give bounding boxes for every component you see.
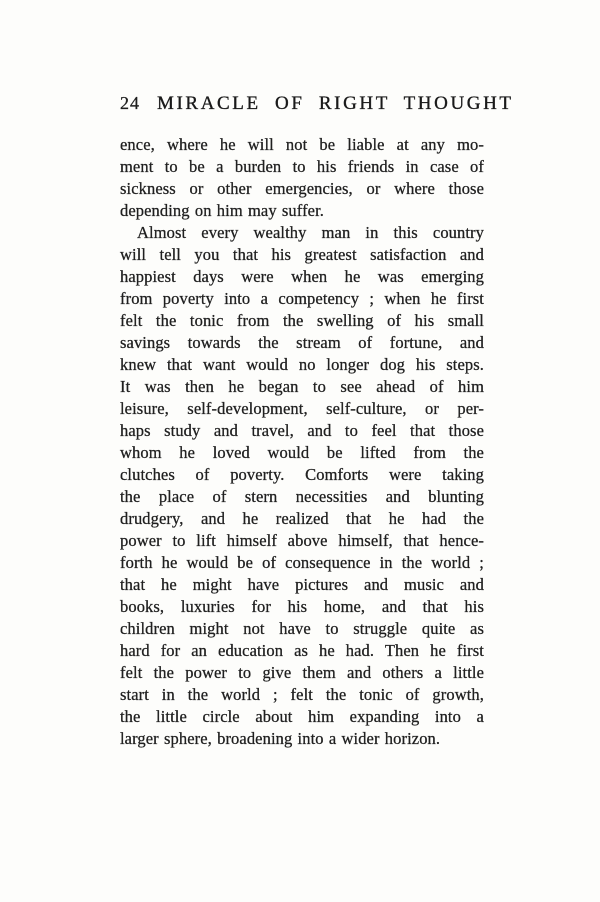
paragraph [120,134,484,222]
page-number: 24 [120,93,140,113]
text-line: forth he would be of consequence in the world ; [120,553,484,572]
text-line: drudgery, and he realized that he had the [120,509,484,528]
text-line: felt the power to give them and others a little [120,663,484,682]
text-line: will tell you that his greatest satisfaction and [120,245,484,264]
text-line: power to lift himself above himself, that hence- [120,531,484,550]
text-line: books, luxuries for his home, and that his [120,597,484,616]
text-line: Almost every wealthy man in this country [137,223,484,242]
body-text-block [120,134,484,750]
text-line: It was then he began to see ahead of him [120,377,484,396]
text-line: start in the world ; felt the tonic of growth, [120,685,484,704]
text-line: from poverty into a competency ; when he first [120,289,484,308]
text-line: haps study and travel, and to feel that those [120,421,484,440]
text-line: ment to be a burden to his friends in case of [120,157,484,176]
running-header [120,93,514,115]
text-line: the little circle about him expanding into a [120,707,484,726]
text-line: larger sphere, broadening into a wider horizon. [120,729,441,748]
paragraph [120,222,484,750]
text-line: depending on him may suffer. [120,201,325,220]
running-title: MIRACLE OF RIGHT THOUGHT [157,93,514,114]
text-line: that he might have pictures and music and [120,575,484,594]
text-line: whom he loved would be lifted from the [120,443,484,462]
text-line: happiest days were when he was emerging [120,267,484,286]
text-line: clutches of poverty. Comforts were taking [120,465,484,484]
text-line: savings towards the stream of fortune, and [120,333,484,352]
text-line: knew that want would no longer dog his steps. [120,355,484,374]
text-line: ence, where he will not be liable at any mo- [120,135,484,154]
text-line: leisure, self-development, self-culture, or per- [120,399,484,418]
text-line: felt the tonic from the swelling of his small [120,311,484,330]
text-line: sickness or other emergencies, or where those [120,179,484,198]
text-line: the place of stern necessities and blunting [120,487,484,506]
text-line: hard for an education as he had. Then he first [120,641,484,660]
text-line: children might not have to struggle quite as [120,619,484,638]
